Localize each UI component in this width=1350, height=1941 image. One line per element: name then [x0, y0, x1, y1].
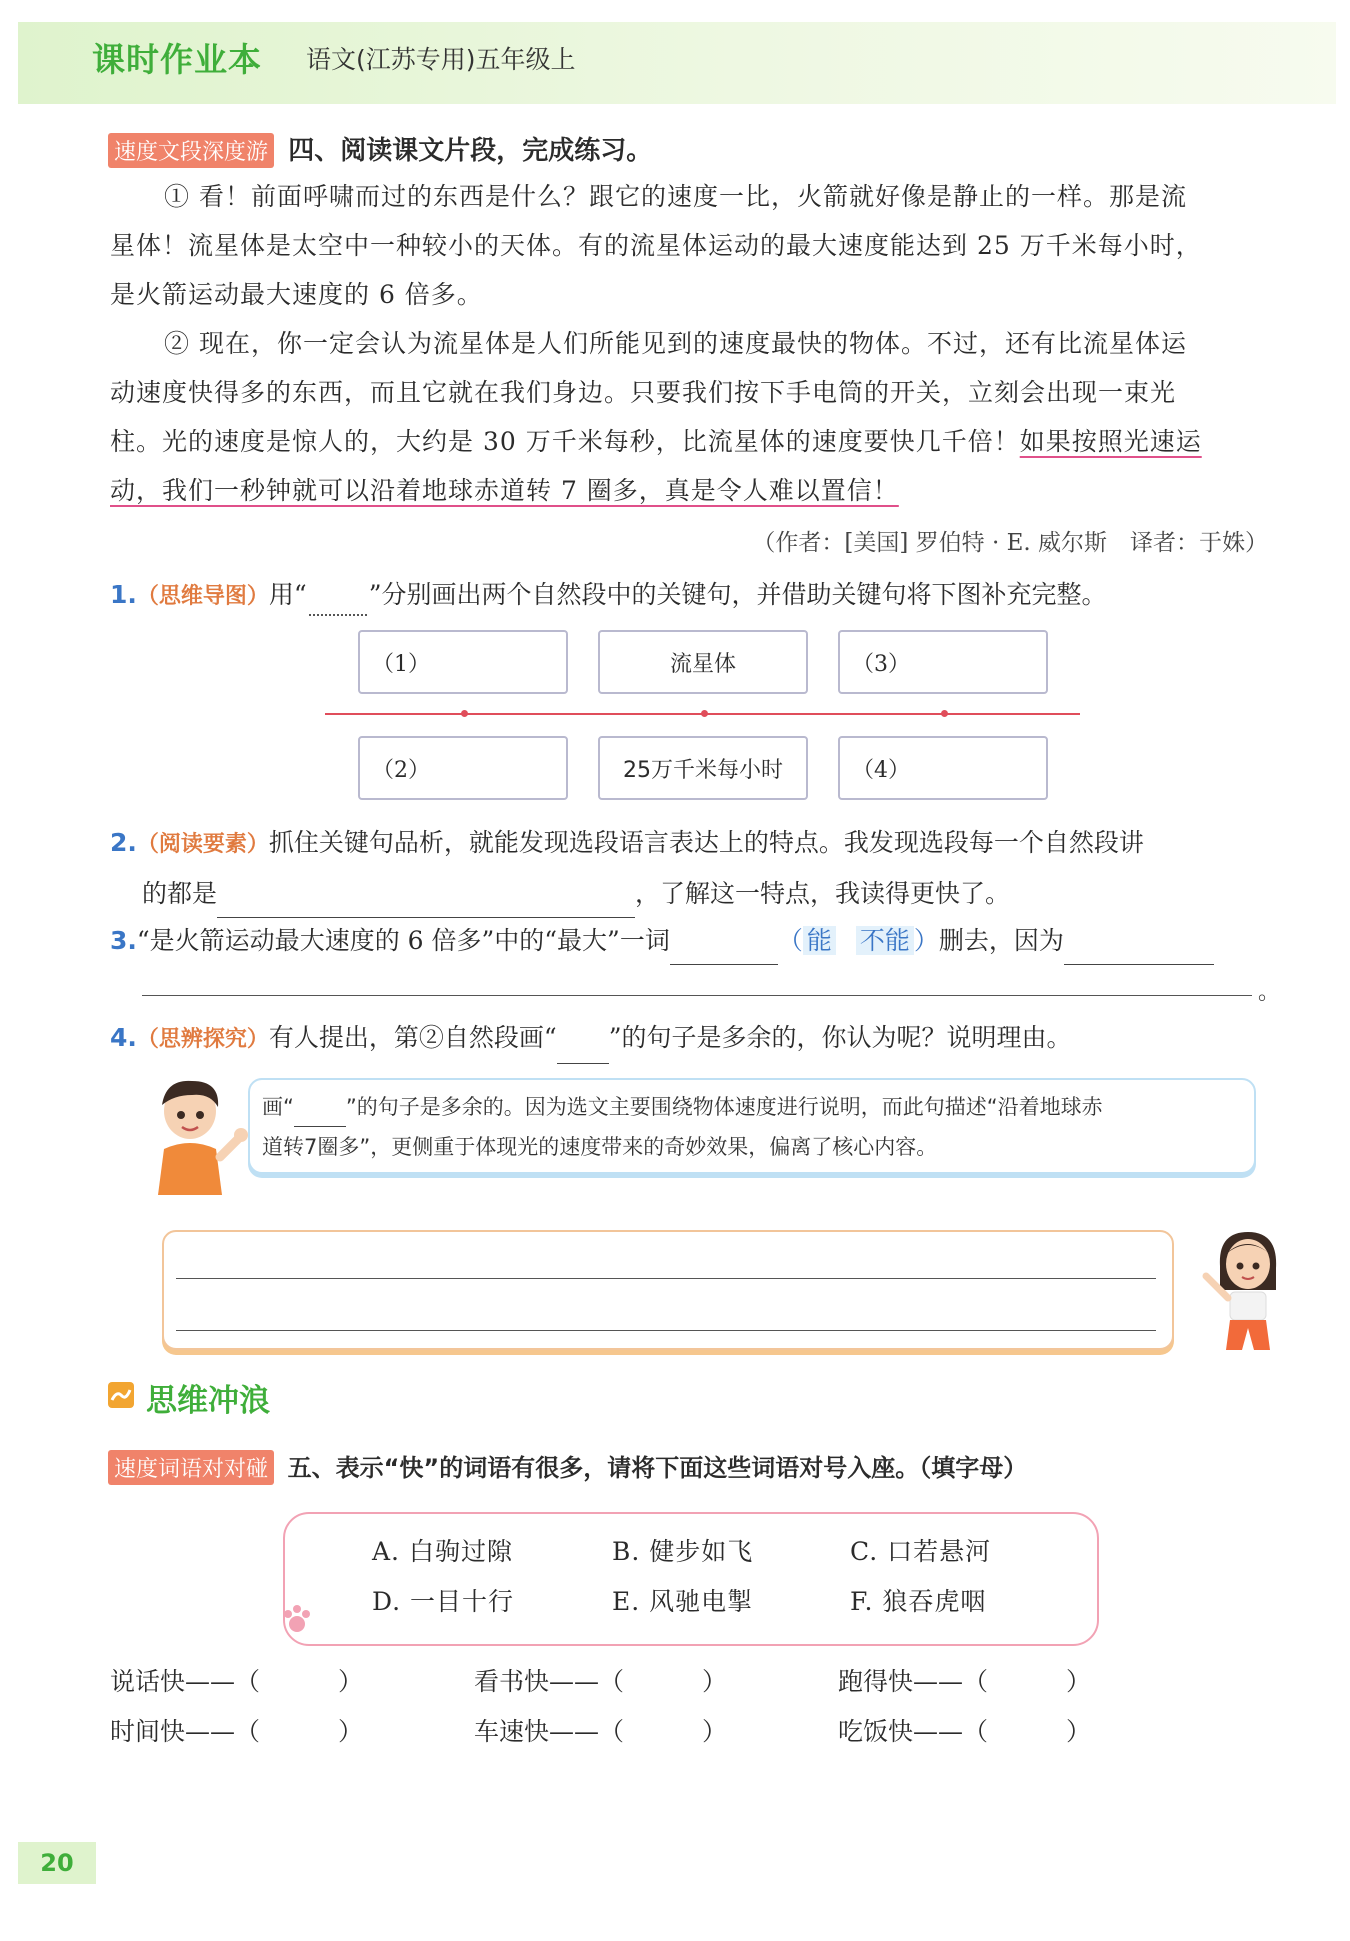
question-4 [110, 1013, 1072, 1064]
section5-tag: 速度词语对对碰 [108, 1450, 274, 1485]
question-3: 3.“是火箭运动最大速度的 6 倍多”中的“最大”一词 （ 能 不能 ）删去，因为 [110, 916, 1280, 965]
answer-line[interactable] [176, 1278, 1156, 1279]
bubble-mark-blank [294, 1102, 346, 1127]
section4-tag: 速度文段深度游 [108, 133, 274, 168]
mindmap-box-2[interactable]: （2） [358, 736, 568, 800]
underlined-sentence: 动，我们一秒钟就可以沿着地球赤道转 7 圈多，真是令人难以置信！ [110, 476, 899, 505]
q3-text: 删去，因为 [938, 926, 1064, 955]
q2-answer-blank[interactable] [217, 887, 635, 918]
para2-line [110, 417, 1280, 466]
q4-answer-box [162, 1230, 1174, 1350]
match-item-running[interactable]: 跑得快——（ ） [838, 1667, 1092, 1696]
q2-text: 抓住关键句品析，就能发现选段语言表达上的特点。我发现选段每一个自然段讲 [268, 828, 1144, 857]
para2-line: ② 现在，你一定会认为流星体是人们所能见到的速度最快的物体。不过，还有比流星体运 [164, 329, 1187, 358]
passage [110, 172, 1280, 515]
q1-number: 1. [110, 580, 137, 609]
mindmap-dot [941, 710, 948, 717]
bubble-text: 画“ [262, 1095, 294, 1119]
book-title: 课时作业本 [92, 40, 262, 79]
word-option-c: C. 口若悬河 [850, 1537, 992, 1566]
mindmap-box-speed: 25万千米每小时 [598, 736, 808, 800]
q4-number: 4. [110, 1023, 137, 1052]
mindmap-box-3[interactable]: （3） [838, 630, 1048, 694]
q4-text: 有人提出，第②自然段画“ [268, 1023, 557, 1052]
q3-choice-cannot[interactable]: 不能 [856, 926, 914, 955]
match-item-reading[interactable]: 看书快——（ ） [474, 1667, 728, 1696]
q4-text: ”的句子是多余的，你认为呢？说明理由。 [608, 1023, 1072, 1052]
q1-text: ”分别画出两个自然段中的关键句，并借助关键句将下图补充完整。 [368, 580, 1107, 609]
bubble-text: 道转7圈多”，更侧重于体现光的速度带来的奇妙效果，偏离了核心内容。 [262, 1135, 938, 1159]
word-option-d: D. 一目十行 [372, 1587, 515, 1616]
mindmap-dot [701, 710, 708, 717]
match-item-vehicle[interactable]: 车速快——（ ） [474, 1717, 728, 1746]
section5-title: 五、表示“快”的词语有很多，请将下面这些词语对号入座。（填字母） [287, 1454, 1028, 1482]
answer-line[interactable] [176, 1330, 1156, 1331]
mindmap-box-1[interactable]: （1） [358, 630, 568, 694]
para2-text: 柱。光的速度是惊人的，大约是 30 万千米每秒，比流星体的速度要快几千倍！ [110, 427, 1020, 456]
q3-text: “是火箭运动最大速度的 6 倍多”中的“最大”一词 [136, 926, 670, 955]
mindmap-box-4[interactable]: （4） [838, 736, 1048, 800]
section5-heading [108, 1448, 1027, 1485]
q3-reason-blank[interactable] [1064, 934, 1214, 965]
word-option-b: B. 健步如飞 [612, 1537, 754, 1566]
speech-bubble-text [262, 1087, 1247, 1167]
page-number: 20 [18, 1842, 96, 1884]
section4-heading [108, 130, 652, 168]
q4-mark-blank [557, 1033, 609, 1064]
para2-line: 动速度快得多的东西，而且它就在我们身边。只要我们按下手电筒的开关，立刻会出现一束光 [110, 378, 1177, 407]
book-subtitle: 语文(江苏专用)五年级上 [306, 45, 576, 74]
mindmap-dot [461, 710, 468, 717]
word-option-a: A. 白驹过隙 [372, 1537, 513, 1566]
question-1 [110, 575, 1107, 616]
q2-text: 的都是 [142, 879, 218, 908]
wave-icon [108, 1382, 134, 1408]
section4-title: 四、阅读课文片段，完成练习。 [288, 136, 653, 166]
q1-text: 用“ [268, 580, 307, 609]
q3-number: 3. [110, 926, 137, 955]
source-credit: （作者：[美国] 罗伯特 · E. 威尔斯 译者：于姝） [752, 530, 1268, 556]
q3-reason-line[interactable] [142, 995, 1252, 996]
mindmap-box-meteor: 流星体 [598, 630, 808, 694]
underlined-sentence: 如果按照光速运 [1019, 427, 1202, 456]
para1-line: 是火箭运动最大速度的 6 倍多。 [110, 280, 483, 309]
para1-line: ① 看！前面呼啸而过的东西是什么？跟它的速度一比，火箭就好像是静止的一样。那是流 [164, 182, 1187, 211]
question-2 [110, 818, 1280, 918]
q4-tag: （思辨探究） [136, 1026, 269, 1052]
q3-end-mark: 。 [1258, 980, 1281, 1005]
q2-tag: （阅读要素） [136, 831, 269, 857]
girl-illustration-icon [1198, 1226, 1288, 1354]
paw-icon [280, 1602, 314, 1636]
word-option-e: E. 风驰电掣 [612, 1587, 754, 1616]
match-item-speaking[interactable]: 说话快——（ ） [110, 1667, 364, 1696]
q3-choice-blank[interactable] [670, 934, 778, 965]
q2-number: 2. [110, 828, 137, 857]
wavy-line-mark [309, 614, 367, 616]
q1-tag: （思维导图） [136, 583, 269, 609]
q3-choice-can[interactable]: 能 [803, 926, 836, 955]
match-item-eating[interactable]: 吃饭快——（ ） [838, 1717, 1092, 1746]
thinking-section-title: 思维冲浪 [146, 1383, 270, 1419]
bubble-text: ”的句子是多余的。因为选文主要围绕物体速度进行说明，而此句描述“沿着地球赤 [345, 1095, 1103, 1119]
q2-text: ，了解这一特点，我读得更快了。 [635, 879, 1011, 908]
para1-line: 星体！流星体是太空中一种较小的天体。有的流星体运动的最大速度能达到 25 万千米每小时， [110, 231, 1202, 260]
word-option-f: F. 狼吞虎咽 [850, 1587, 987, 1616]
match-item-time[interactable]: 时间快——（ ） [110, 1717, 364, 1746]
boy-illustration-icon [140, 1075, 250, 1203]
